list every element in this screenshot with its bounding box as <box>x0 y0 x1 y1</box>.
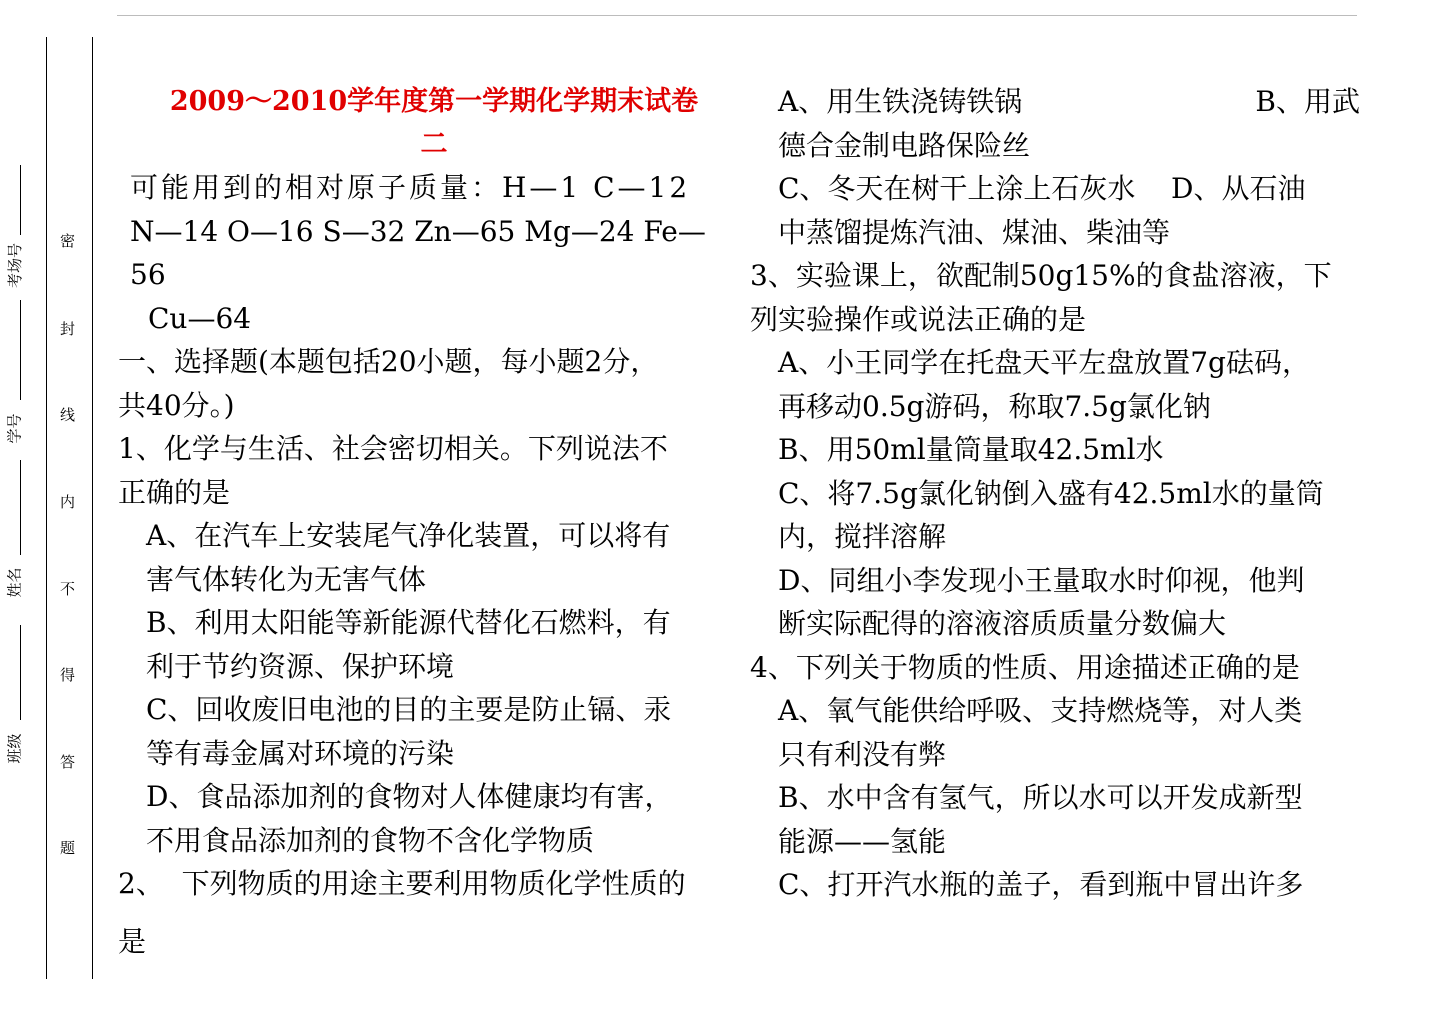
question-3-option-b: B、用50ml量筒量取42.5ml水 <box>778 433 1164 466</box>
question-2-stem: 是 <box>118 924 147 958</box>
question-1-option-c: 等有毒金属对环境的污染 <box>146 736 455 770</box>
question-1-option-a: A、在汽车上安装尾气净化装置，可以将有 <box>146 519 671 552</box>
seal-char: 题 <box>60 839 76 857</box>
question-3-stem: 列实验操作或说法正确的是 <box>750 302 1087 336</box>
question-4-option-c: C、打开汽水瓶的盖子，看到瓶中冒出许多 <box>778 868 1304 901</box>
question-1-option-c: C、回收废旧电池的目的主要是防止镉、汞 <box>146 693 672 726</box>
field-student-id-blank <box>20 300 21 400</box>
seal-char: 内 <box>60 493 76 511</box>
question-1-stem: 正确的是 <box>118 475 231 509</box>
question-3-stem: 3、实验课上，欲配制50g15%的食盐溶液，下 <box>750 259 1332 292</box>
seal-char: 答 <box>60 753 76 771</box>
exam-title-line2: 二 <box>420 129 448 160</box>
seal-char: 得 <box>60 666 76 684</box>
question-1-stem: 1、化学与生活、社会密切相关。下列说法不 <box>118 432 668 465</box>
question-1-option-d: 不用食品添加剂的食物不含化学物质 <box>146 823 595 857</box>
question-1-option-b: B、利用太阳能等新能源代替化石燃料，有 <box>146 606 671 639</box>
section-heading: 一、选择题(本题包括20小题，每小题2分， <box>118 345 659 378</box>
question-4-option-b: 能源——氢能 <box>778 824 947 858</box>
seal-char: 封 <box>60 320 76 338</box>
question-2-stem: 2、 下列物质的用途主要利用物质化学性质的 <box>118 867 686 900</box>
question-3-option-d: 断实际配得的溶液溶质质量分数偏大 <box>778 607 1227 640</box>
header-rule <box>117 15 1357 16</box>
question-4-option-a: 只有利没有弊 <box>778 737 947 771</box>
question-3-option-a: A、小王同学在托盘天平左盘放置7g砝码， <box>778 346 1310 379</box>
question-3-option-c: 内，搅拌溶解 <box>778 520 947 553</box>
question-2-option-b: 德合金制电路保险丝 <box>778 128 1031 162</box>
left-column <box>118 80 730 963</box>
question-1-option-b: 利于节约资源、保护环境 <box>146 649 455 683</box>
field-name-label: 姓名 <box>5 567 24 598</box>
question-2-option-d: 中蒸馏提炼汽油、煤油、柴油等 <box>778 215 1171 249</box>
question-1-option-d: D、食品添加剂的食物对人体健康均有害， <box>146 780 673 813</box>
question-4-stem: 4、下列关于物质的性质、用途描述正确的是 <box>750 650 1300 684</box>
question-2-option-a: A、用生铁浇铸铁锅 <box>778 85 1023 118</box>
atomic-mass-line: Cu—64 <box>148 301 252 335</box>
seal-char: 线 <box>60 406 76 424</box>
field-exam-room-label: 考场号 <box>6 242 25 289</box>
question-2-option-b: B、用武 <box>1255 85 1360 118</box>
binding-line-inner <box>92 37 93 979</box>
atomic-mass-line: 可能用到的相对原子质量：H—1 C—12 <box>130 171 691 204</box>
binding-line-outer <box>46 37 47 979</box>
field-student-id-label: 学号 <box>5 413 24 444</box>
seal-char: 密 <box>60 232 76 250</box>
right-column <box>750 80 1360 907</box>
field-class-label: 班级 <box>5 733 24 764</box>
atomic-mass-line: N—14 O—16 S—32 Zn—65 Mg—24 Fe—56 <box>130 214 706 291</box>
question-3-option-a: 再移动0.5g游码，称取7.5g氯化钠 <box>778 389 1211 423</box>
question-1-option-a: 害气体转化为无害气体 <box>146 562 427 596</box>
question-3-option-d: D、同组小李发现小王量取水时仰视，他判 <box>778 563 1305 597</box>
question-2-option-ab <box>750 80 1360 124</box>
question-4-option-b: B、水中含有氢气，所以水可以开发成新型 <box>778 781 1303 814</box>
field-name-blank <box>20 460 21 555</box>
section-heading: 共40分。) <box>118 388 235 422</box>
field-class-blank <box>20 625 21 720</box>
seal-char: 不 <box>60 580 76 598</box>
question-3-option-c: C、将7.5g氯化钠倒入盛有42.5ml水的量筒 <box>778 476 1324 510</box>
exam-title: 2009～2010学年度第一学期化学期末试卷 <box>169 86 699 117</box>
question-4-option-a: A、氧气能供给呼吸、支持燃烧等，对人类 <box>778 694 1303 727</box>
field-exam-room-blank <box>20 165 21 235</box>
question-2-option-cd: C、冬天在树干上涂上石灰水 D、从石油 <box>778 172 1306 205</box>
